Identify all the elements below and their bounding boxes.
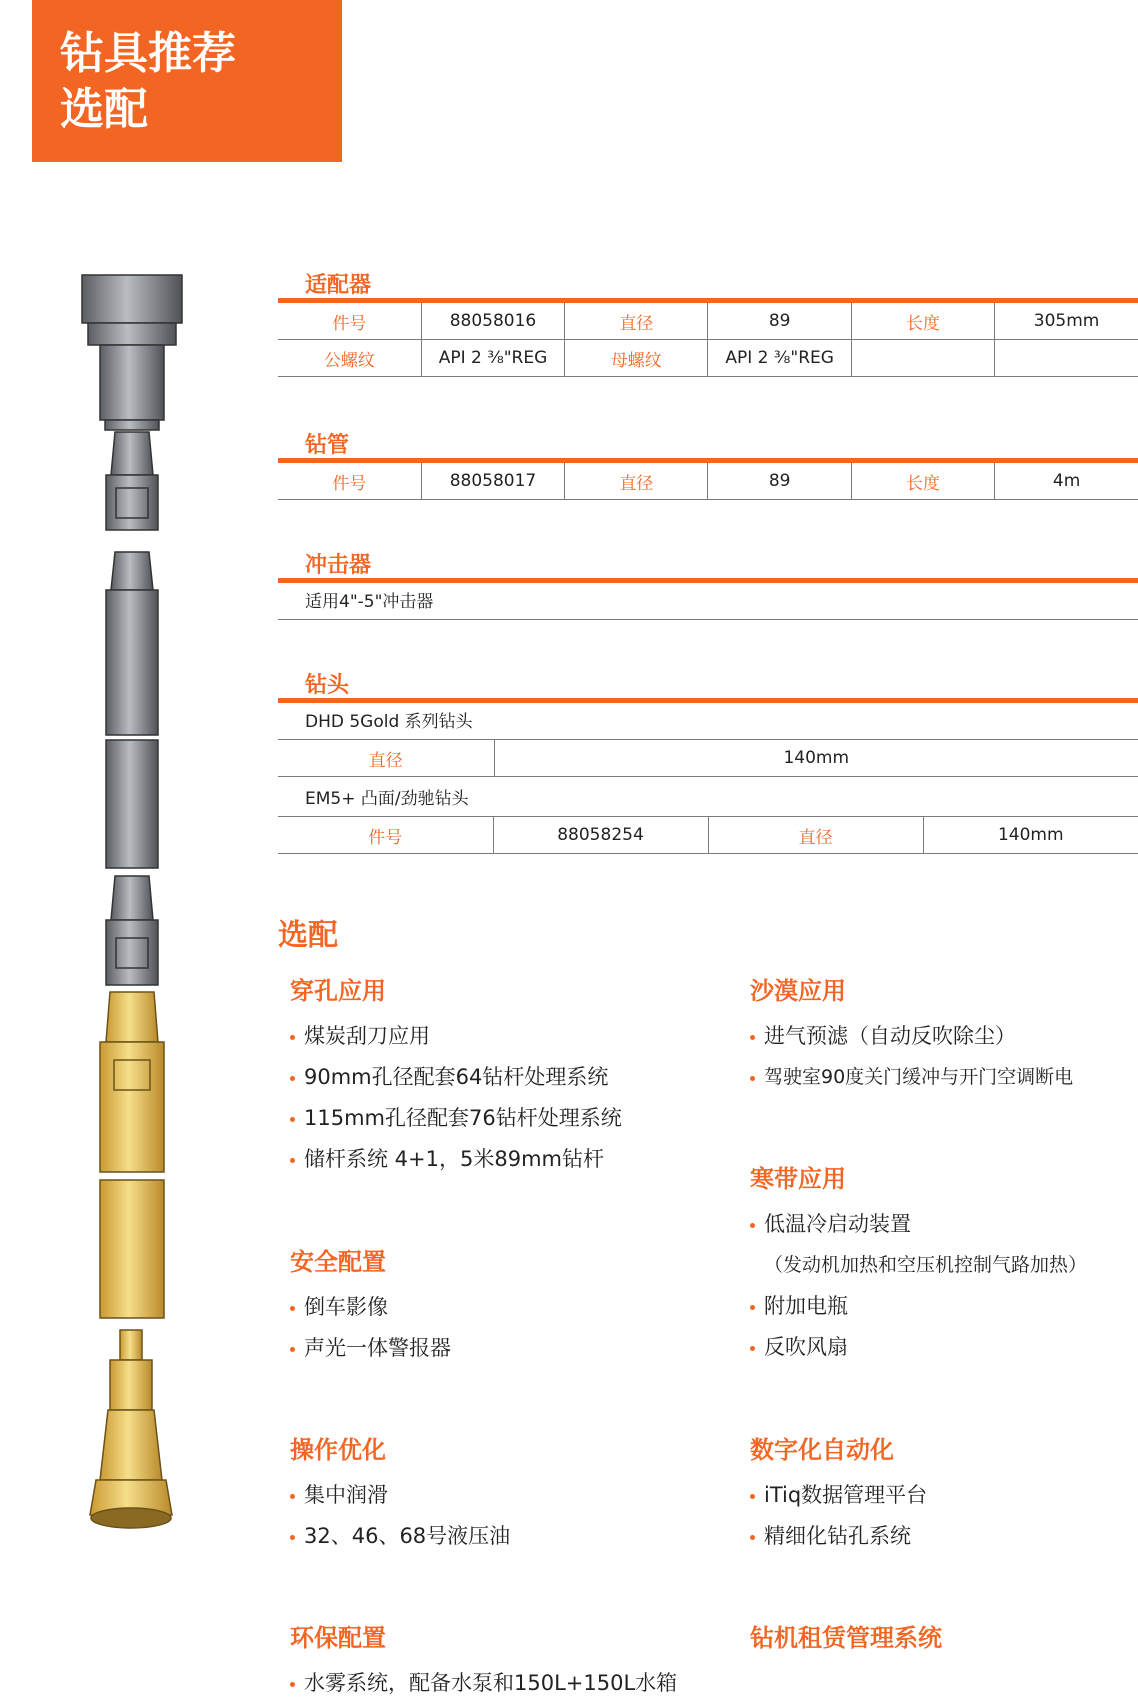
diameter-value: 140mm — [494, 740, 1138, 777]
page-title — [60, 26, 236, 138]
part-number-label: 件号 — [278, 817, 493, 854]
diameter-value: 89 — [708, 463, 851, 500]
option-group-title: 数字化自动化 — [750, 1436, 894, 1464]
list-item: 进气预滤（自动反吹除尘） — [750, 1016, 1138, 1057]
part-number-label: 件号 — [278, 303, 421, 340]
list-item: 32、46、68号液压油 — [290, 1516, 710, 1557]
option-group-title: 操作优化 — [290, 1436, 386, 1464]
list-item: 声光一体警报器 — [290, 1328, 710, 1369]
hammer-rule — [278, 578, 1138, 583]
empty-cell — [995, 340, 1138, 377]
option-group-drilling — [290, 972, 710, 1180]
length-value: 4m — [995, 463, 1138, 500]
adapter-table — [278, 303, 1138, 377]
option-group-title: 安全配置 — [290, 1248, 386, 1276]
part-number-value: 88058254 — [493, 817, 708, 854]
list-item: 储杆系统 4+1，5米89mm钻杆 — [290, 1139, 710, 1180]
male-thread-value: API 2 ⅜"REG — [421, 340, 564, 377]
option-group-environment — [290, 1619, 710, 1704]
drill-bit-part — [90, 1330, 172, 1528]
hammer-text: 适用4"-5"冲击器 — [278, 584, 1138, 620]
part-number-value: 88058016 — [421, 303, 564, 340]
empty-cell — [851, 340, 994, 377]
page-title-line2: 选配 — [60, 84, 148, 135]
diameter-value: 89 — [708, 303, 851, 340]
list-item: 115mm孔径配套76钻杆处理系统 — [290, 1098, 710, 1139]
sub-part — [106, 876, 158, 985]
bit-rule — [278, 698, 1138, 703]
page-title-line1: 钻具推荐 — [60, 28, 236, 79]
list-item: 驾驶室90度关门缓冲与开门空调断电 — [750, 1057, 1138, 1098]
header-banner — [32, 0, 342, 162]
part-number-value: 88058017 — [421, 463, 564, 500]
option-group-safety — [290, 1243, 710, 1369]
list-item: 煤炭刮刀应用 — [290, 1016, 710, 1057]
list-item: 集中润滑 — [290, 1475, 710, 1516]
diameter-label: 直径 — [565, 303, 708, 340]
option-group-title: 寒带应用 — [750, 1165, 846, 1193]
diameter-label: 直径 — [565, 463, 708, 500]
options-title: 选配 — [278, 918, 338, 953]
length-value: 305mm — [995, 303, 1138, 340]
table-row — [278, 303, 1138, 340]
bit-line-1: DHD 5Gold 系列钻头 — [278, 704, 1138, 740]
hammer-steel-part — [106, 552, 158, 868]
table-row — [278, 740, 1138, 777]
list-item: 倒车影像 — [290, 1287, 710, 1328]
list-item: （发动机加热和空压机控制气路加热） — [764, 1254, 1088, 1276]
option-group-cold — [750, 1160, 1138, 1368]
diameter-label: 直径 — [278, 740, 494, 777]
bit-table-2 — [278, 817, 1138, 854]
list-item: 低温冷启动装置 — [750, 1204, 1138, 1245]
drill-string-illustration — [70, 270, 270, 1610]
length-label: 长度 — [851, 303, 994, 340]
bit-line-2: EM5+ 凸面/劲驰钻头 — [278, 781, 1138, 817]
option-group-desert — [750, 972, 1138, 1098]
option-group-title: 钻机租赁管理系统 — [750, 1624, 942, 1652]
diameter-value: 140mm — [923, 817, 1138, 854]
option-group-title: 环保配置 — [290, 1624, 386, 1652]
part-number-label: 件号 — [278, 463, 421, 500]
table-row — [278, 463, 1138, 500]
pipe-table — [278, 463, 1138, 500]
list-item: 精细化钻孔系统 — [750, 1516, 1138, 1557]
list-item: 水雾系统，配备水泵和150L+150L水箱 — [290, 1663, 710, 1704]
list-item: 90mm孔径配套64钻杆处理系统 — [290, 1057, 710, 1098]
female-thread-value: API 2 ⅜"REG — [708, 340, 851, 377]
diameter-label: 直径 — [708, 817, 923, 854]
adapter-part — [82, 275, 182, 430]
female-thread-label: 母螺纹 — [565, 340, 708, 377]
pipe-title: 钻管 — [305, 433, 350, 458]
option-group-title: 穿孔应用 — [290, 977, 386, 1005]
list-item: 附加电瓶 — [750, 1286, 1138, 1327]
drill-pipe-part — [106, 432, 158, 530]
length-label: 长度 — [851, 463, 994, 500]
option-group-title: 沙漠应用 — [750, 977, 846, 1005]
table-row — [278, 340, 1138, 377]
list-item: 反吹风扇 — [750, 1327, 1138, 1368]
hammer-gold-part — [100, 992, 164, 1318]
male-thread-label: 公螺纹 — [278, 340, 421, 377]
option-group-operation — [290, 1431, 710, 1557]
hammer-title: 冲击器 — [305, 553, 372, 578]
option-group-digital — [750, 1431, 1138, 1557]
adapter-title: 适配器 — [305, 273, 372, 298]
bit-title: 钻头 — [305, 673, 350, 698]
option-group-rental — [750, 1619, 1138, 1657]
table-row — [278, 817, 1138, 854]
bit-table-1 — [278, 740, 1138, 777]
list-item: iTiq数据管理平台 — [750, 1475, 1138, 1516]
